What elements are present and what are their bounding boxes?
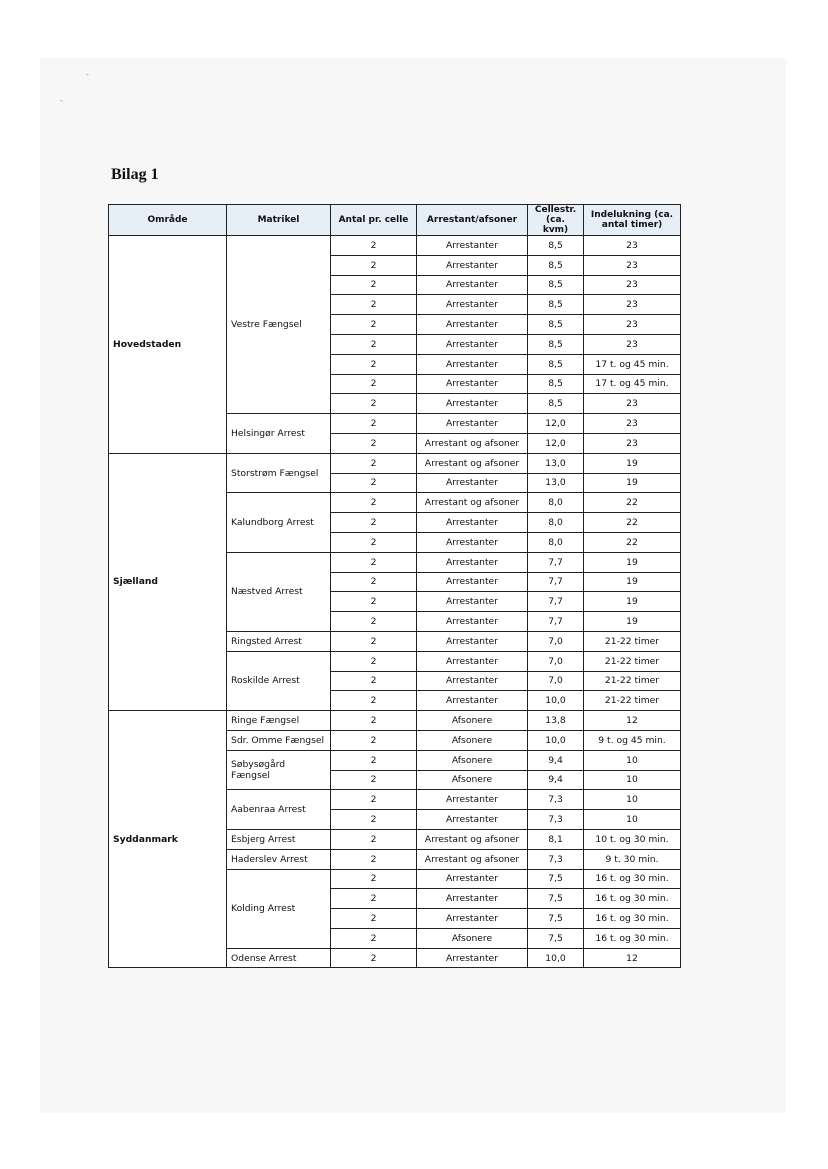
cellestr-cell: 7,5	[528, 889, 584, 909]
antal-cell: 2	[331, 572, 417, 592]
cellestr-cell: 8,0	[528, 513, 584, 533]
antal-cell: 2	[331, 612, 417, 632]
location-cell: Storstrøm Fængsel	[227, 453, 331, 493]
arrestant-cell: Afsonere	[417, 730, 528, 750]
antal-cell: 2	[331, 770, 417, 790]
antal-cell: 2	[331, 315, 417, 335]
antal-cell: 2	[331, 829, 417, 849]
indelukning-cell: 10	[584, 790, 681, 810]
indelukning-cell: 10 t. og 30 min.	[584, 829, 681, 849]
antal-cell: 2	[331, 255, 417, 275]
page-title: Bilag 1	[111, 166, 159, 183]
indelukning-cell: 22	[584, 532, 681, 552]
region-cell: Syddanmark	[109, 711, 227, 968]
cellestr-cell: 7,3	[528, 810, 584, 830]
indelukning-cell: 23	[584, 334, 681, 354]
location-cell: Vestre Fængsel	[227, 236, 331, 414]
cellestr-cell: 13,8	[528, 711, 584, 731]
antal-cell: 2	[331, 909, 417, 929]
arrestant-cell: Arrestanter	[417, 532, 528, 552]
scan-speck: -	[86, 70, 89, 79]
antal-cell: 2	[331, 730, 417, 750]
cellestr-cell: 7,3	[528, 849, 584, 869]
cellestr-cell: 8,5	[528, 255, 584, 275]
cellestr-cell: 7,5	[528, 869, 584, 889]
antal-cell: 2	[331, 671, 417, 691]
indelukning-cell: 16 t. og 30 min.	[584, 928, 681, 948]
location-cell: Kolding Arrest	[227, 869, 331, 948]
arrestant-cell: Arrestant og afsoner	[417, 433, 528, 453]
cellestr-cell: 8,1	[528, 829, 584, 849]
indelukning-cell: 10	[584, 770, 681, 790]
indelukning-cell: 23	[584, 295, 681, 315]
indelukning-cell: 21-22 timer	[584, 691, 681, 711]
cellestr-cell: 8,0	[528, 493, 584, 513]
arrestant-cell: Arrestanter	[417, 513, 528, 533]
arrestant-cell: Arrestanter	[417, 869, 528, 889]
cellestr-cell: 12,0	[528, 414, 584, 434]
arrestant-cell: Arrestant og afsoner	[417, 849, 528, 869]
cellestr-cell: 8,5	[528, 374, 584, 394]
cellestr-cell: 8,5	[528, 394, 584, 414]
indelukning-cell: 12	[584, 948, 681, 968]
arrestant-cell: Arrestanter	[417, 255, 528, 275]
region-cell: Sjælland	[109, 453, 227, 710]
arrestant-cell: Arrestanter	[417, 552, 528, 572]
arrestant-cell: Afsonere	[417, 770, 528, 790]
indelukning-cell: 16 t. og 30 min.	[584, 869, 681, 889]
cellestr-cell: 8,5	[528, 334, 584, 354]
location-cell: Helsingør Arrest	[227, 414, 331, 454]
antal-cell: 2	[331, 394, 417, 414]
cellestr-cell: 13,0	[528, 453, 584, 473]
indelukning-cell: 23	[584, 275, 681, 295]
cellestr-cell: 10,0	[528, 691, 584, 711]
arrestant-cell: Arrestanter	[417, 592, 528, 612]
table-row	[109, 711, 681, 731]
table-row	[109, 453, 681, 473]
antal-cell: 2	[331, 433, 417, 453]
antal-cell: 2	[331, 414, 417, 434]
cellestr-cell: 7,0	[528, 651, 584, 671]
cellestr-cell: 12,0	[528, 433, 584, 453]
arrestant-cell: Arrestanter	[417, 889, 528, 909]
indelukning-cell: 16 t. og 30 min.	[584, 909, 681, 929]
arrestant-cell: Arrestanter	[417, 473, 528, 493]
indelukning-cell: 23	[584, 236, 681, 256]
location-cell: Ringe Fængsel	[227, 711, 331, 731]
antal-cell: 2	[331, 473, 417, 493]
indelukning-cell: 23	[584, 433, 681, 453]
antal-cell: 2	[331, 790, 417, 810]
indelukning-cell: 21-22 timer	[584, 671, 681, 691]
header-row	[109, 205, 681, 236]
arrestant-cell: Arrestant og afsoner	[417, 453, 528, 473]
cellestr-cell: 9,4	[528, 770, 584, 790]
arrestant-cell: Arrestanter	[417, 691, 528, 711]
column-header-arrestant: Arrestant/afsoner	[417, 205, 528, 236]
antal-cell: 2	[331, 513, 417, 533]
antal-cell: 2	[331, 651, 417, 671]
antal-cell: 2	[331, 711, 417, 731]
antal-cell: 2	[331, 374, 417, 394]
indelukning-cell: 21-22 timer	[584, 651, 681, 671]
arrestant-cell: Arrestanter	[417, 374, 528, 394]
arrestant-cell: Arrestanter	[417, 414, 528, 434]
indelukning-cell: 19	[584, 612, 681, 632]
antal-cell: 2	[331, 354, 417, 374]
arrestant-cell: Arrestanter	[417, 671, 528, 691]
antal-cell: 2	[331, 453, 417, 473]
antal-cell: 2	[331, 295, 417, 315]
cellestr-cell: 13,0	[528, 473, 584, 493]
cellestr-cell: 10,0	[528, 730, 584, 750]
location-cell: Esbjerg Arrest	[227, 829, 331, 849]
indelukning-cell: 9 t. og 45 min.	[584, 730, 681, 750]
antal-cell: 2	[331, 750, 417, 770]
antal-cell: 2	[331, 493, 417, 513]
indelukning-cell: 10	[584, 810, 681, 830]
indelukning-cell: 21-22 timer	[584, 631, 681, 651]
arrestant-cell: Arrestanter	[417, 236, 528, 256]
location-cell: Søbysøgård Fængsel	[227, 750, 331, 790]
column-header-antal: Antal pr. celle	[331, 205, 417, 236]
indelukning-cell: 22	[584, 513, 681, 533]
cellestr-cell: 7,0	[528, 671, 584, 691]
cellestr-cell: 8,5	[528, 354, 584, 374]
indelukning-cell: 17 t. og 45 min.	[584, 354, 681, 374]
cellestr-cell: 8,5	[528, 236, 584, 256]
indelukning-cell: 23	[584, 315, 681, 335]
arrestant-cell: Arrestant og afsoner	[417, 829, 528, 849]
indelukning-cell: 19	[584, 473, 681, 493]
antal-cell: 2	[331, 810, 417, 830]
location-cell: Roskilde Arrest	[227, 651, 331, 710]
arrestant-cell: Arrestanter	[417, 394, 528, 414]
cellestr-cell: 10,0	[528, 948, 584, 968]
indelukning-cell: 9 t. 30 min.	[584, 849, 681, 869]
antal-cell: 2	[331, 869, 417, 889]
antal-cell: 2	[331, 849, 417, 869]
antal-cell: 2	[331, 948, 417, 968]
arrestant-cell: Afsonere	[417, 711, 528, 731]
antal-cell: 2	[331, 691, 417, 711]
location-cell: Odense Arrest	[227, 948, 331, 968]
column-header-cellestr: Cellestr. (ca. kvm)	[528, 205, 584, 236]
arrestant-cell: Arrestanter	[417, 651, 528, 671]
arrestant-cell: Arrestanter	[417, 612, 528, 632]
cellestr-cell: 8,0	[528, 532, 584, 552]
location-cell: Sdr. Omme Fængsel	[227, 730, 331, 750]
antal-cell: 2	[331, 552, 417, 572]
cellestr-cell: 7,7	[528, 552, 584, 572]
indelukning-cell: 23	[584, 414, 681, 434]
cellestr-cell: 7,7	[528, 572, 584, 592]
location-cell: Næstved Arrest	[227, 552, 331, 631]
location-cell: Haderslev Arrest	[227, 849, 331, 869]
indelukning-cell: 22	[584, 493, 681, 513]
cellestr-cell: 8,5	[528, 295, 584, 315]
antal-cell: 2	[331, 532, 417, 552]
column-header-indelukning: Indelukning (ca. antal timer)	[584, 205, 681, 236]
cellestr-cell: 7,5	[528, 909, 584, 929]
cellestr-cell: 7,3	[528, 790, 584, 810]
indelukning-cell: 19	[584, 592, 681, 612]
location-cell: Ringsted Arrest	[227, 631, 331, 651]
arrestant-cell: Arrestanter	[417, 315, 528, 335]
scan-speck: -	[60, 96, 63, 105]
antal-cell: 2	[331, 236, 417, 256]
arrestant-cell: Arrestant og afsoner	[417, 493, 528, 513]
indelukning-cell: 10	[584, 750, 681, 770]
arrestant-cell: Arrestanter	[417, 909, 528, 929]
arrestant-cell: Arrestanter	[417, 948, 528, 968]
cellestr-cell: 8,5	[528, 315, 584, 335]
indelukning-cell: 19	[584, 453, 681, 473]
cellestr-cell: 7,7	[528, 592, 584, 612]
cellestr-cell: 7,7	[528, 612, 584, 632]
arrestant-cell: Arrestanter	[417, 572, 528, 592]
cellestr-cell: 7,5	[528, 928, 584, 948]
indelukning-cell: 17 t. og 45 min.	[584, 374, 681, 394]
table-body	[109, 236, 681, 968]
location-cell: Aabenraa Arrest	[227, 790, 331, 830]
arrestant-cell: Arrestanter	[417, 275, 528, 295]
table-row	[109, 236, 681, 256]
antal-cell: 2	[331, 889, 417, 909]
indelukning-cell: 23	[584, 255, 681, 275]
location-cell: Kalundborg Arrest	[227, 493, 331, 552]
column-header-matrikel: Matrikel	[227, 205, 331, 236]
arrestant-cell: Afsonere	[417, 750, 528, 770]
arrestant-cell: Arrestanter	[417, 354, 528, 374]
arrestant-cell: Afsonere	[417, 928, 528, 948]
antal-cell: 2	[331, 928, 417, 948]
arrestant-cell: Arrestanter	[417, 810, 528, 830]
indelukning-cell: 23	[584, 394, 681, 414]
arrestant-cell: Arrestanter	[417, 790, 528, 810]
cellestr-cell: 9,4	[528, 750, 584, 770]
arrestant-cell: Arrestanter	[417, 295, 528, 315]
region-cell: Hovedstaden	[109, 236, 227, 454]
antal-cell: 2	[331, 334, 417, 354]
prison-cell-table	[108, 204, 681, 968]
antal-cell: 2	[331, 592, 417, 612]
indelukning-cell: 19	[584, 552, 681, 572]
cellestr-cell: 7,0	[528, 631, 584, 651]
arrestant-cell: Arrestanter	[417, 631, 528, 651]
arrestant-cell: Arrestanter	[417, 334, 528, 354]
indelukning-cell: 16 t. og 30 min.	[584, 889, 681, 909]
cellestr-cell: 8,5	[528, 275, 584, 295]
column-header-omraade: Område	[109, 205, 227, 236]
indelukning-cell: 19	[584, 572, 681, 592]
antal-cell: 2	[331, 631, 417, 651]
antal-cell: 2	[331, 275, 417, 295]
indelukning-cell: 12	[584, 711, 681, 731]
